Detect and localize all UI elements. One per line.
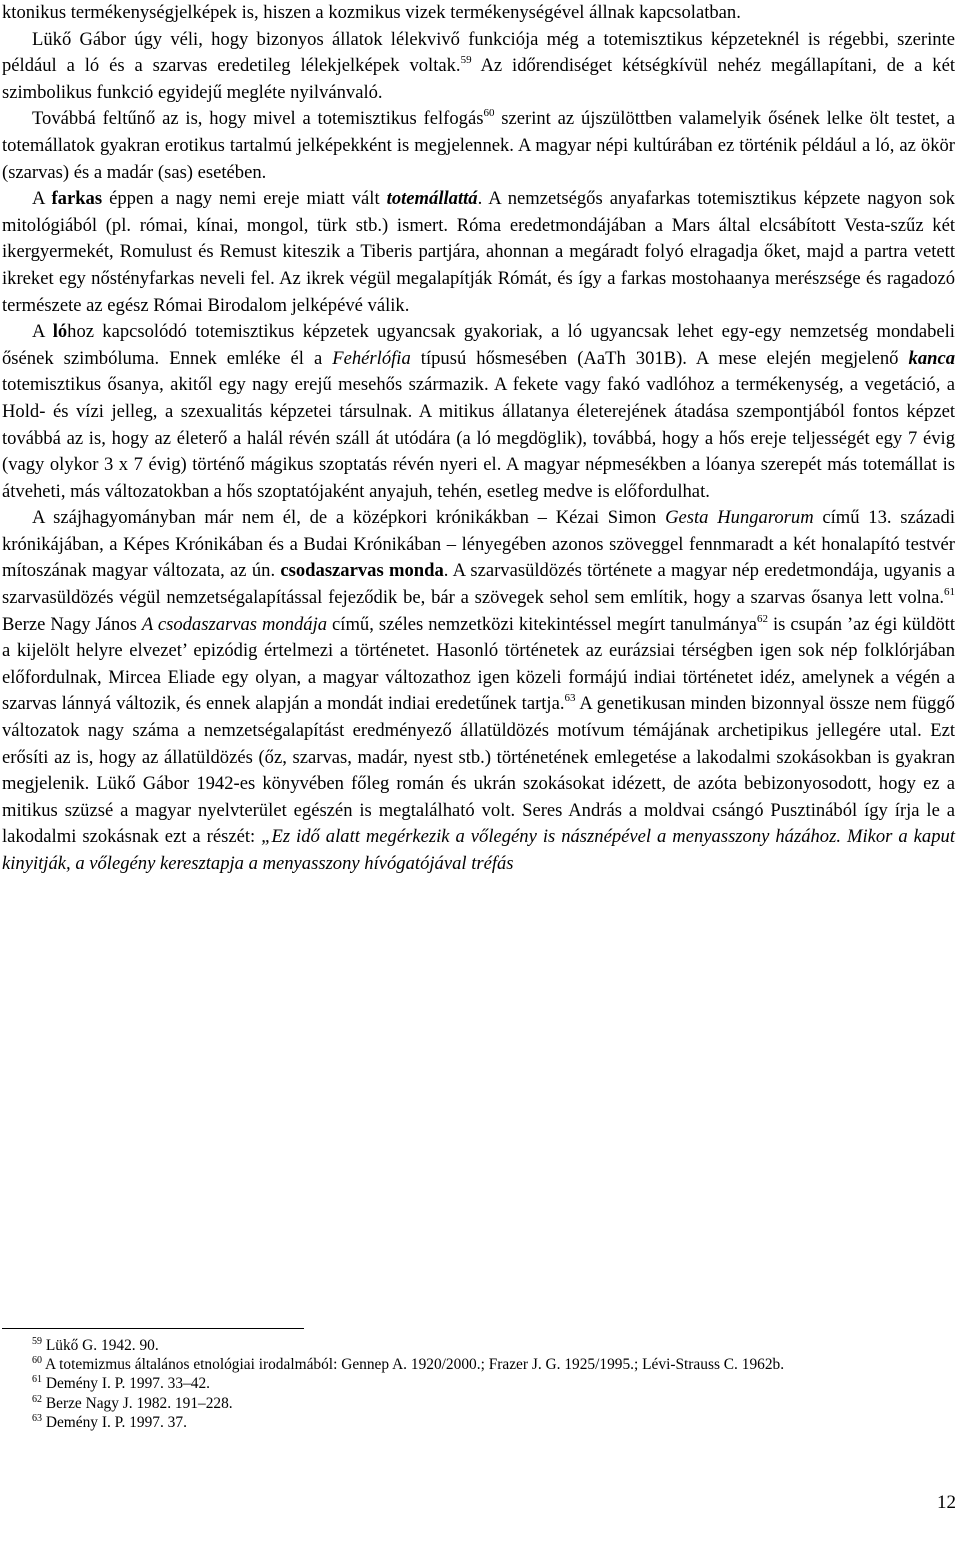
paragraph-5: A lóhoz kapcsolódó totemisztikus képzetek ugyancsak gyakoriak, a ló ugyancsak lehet egy-egy nemzetség mondabeli ősének szimbóluma. Ennek emléke él a Fehérlófia típusú hősmesében (AaTh 301B). A mese elején megjelenő kanca totemisztikus ősanya, akitől egy nagy erejű mesehős származik. A fekete vagy fakó vadlóhoz a termékenység, a vegetáció, a Hold- és vízi jelleg, a szexualitás képzetei társulnak. A mitikus állatanya életerejének átadása szempontjából fontos képzet továbbá az is, hogy az életerő a halál révén száll át utódára (a ló megdöglik), továbbá, hogy a hős ereje teljességét egy 7 évig (vagy olykor 3 x 7 évig) történő mágikus szoptatás révén nyeri el. A magyar népmesékben a lóanya szerepét más totemállat is átveheti, más változatokban a hős szoptatójaként anyajuh, tehén, esetleg medve is előfordulhat. [2, 321, 956, 502]
footnote-ref-61[interactable]: 61 [944, 586, 955, 599]
title-csodaszarvas-mondaja: A csodaszarvas mondája [141, 613, 328, 635]
page-number: 12 [937, 1492, 956, 1513]
term-totemallatta: totemállattá [386, 188, 478, 210]
paragraph-1: ktonikus termékenységjelképek is, hiszen a kozmikus vizek termékenységével állnak kapcsolatban. [2, 2, 741, 23]
term-lo: ló [52, 321, 68, 343]
paragraph-3: Továbbá feltűnő az is, hogy mivel a totemisztikus felfogás$^{60}$ szerint az újszülöttben valamelyik ősének lelke ölt testet, a totemállatok gyakran erotikus tartalmú jelképekként is megjelennek. A magyar népi kultúrában ez történik például a ló, az ökör (szarvas) és a madár (sas) esetében. [2, 107, 955, 183]
footnote-63: $^{63}$ Demény I. P. 1997. 37. [32, 1412, 187, 1431]
footnote-ref-63[interactable]: 63 [564, 692, 576, 705]
term-csodaszarvas-monda: csodaszarvas monda [280, 560, 444, 582]
title-feherlofia: Fehérlófia [332, 347, 411, 369]
footnotes [2, 1336, 955, 1432]
term-farkas: farkas [51, 188, 103, 210]
title-gesta-hungarorum: Gesta Hungarorum [665, 507, 814, 529]
footnote-60: $^{60}$ A totemizmus általános etnológiai irodalmából: Gennep A. 1920/2000.; Frazer J. G. 1925/1995.; Lévi-Strauss C. 1962b. [32, 1355, 785, 1374]
paragraph-4: A farkas éppen a nagy nemi ereje miatt vált totemállattá. A nemzetségős anyafarkas totemisztikus képzete nagyon sok mitológiából (pl. római, kínai, mongol, türk stb.) ismert. Róma eredetmondájában a Mars által elcsábított Vesta-szűz két ikergyermekét, Romulust és Remust kiteszik a Tiberis partjára, ahonnan a megáradt folyó elragadja őket, majd a partra vetett ikreket egy nőstényfarkas neveli fel. Az ikrek végül megalapítják Rómát, és így a farkas mostohaanya merészsége és ragadozó természete az egész Római Birodalom jelképévé válik. [2, 188, 955, 316]
footnote-61: $^{61}$ Demény I. P. 1997. 33–42. [32, 1374, 211, 1393]
paragraph-2: Lükő Gábor úgy véli, hogy bizonyos állatok lélekvivő funkciója még a totemisztikus képzeteknél is régebbi, szerinte például a ló és a szarvas eredetileg lélekjelképek voltak.$^{59}$ Az időrendiséget kétségkívül nehéz megállapítani, de a két szimbolikus funkció egyidejű megléte nyilvánvaló. [2, 28, 955, 103]
footnote-divider [2, 1328, 304, 1329]
footnote-62: $^{62}$ Berze Nagy J. 1982. 191–228. [32, 1393, 233, 1412]
footnote-ref-59[interactable]: 59 [460, 54, 472, 67]
quote-seres-andras: „Ez idő alatt megérkezik a vőlegény is násznépével a menyasszony házához. Mikor a kaput kinyitják, a vőlegény keresztapja a menyasszony hívógatójával tréfás [2, 826, 955, 874]
term-kanca: kanca [908, 347, 956, 369]
footnote-ref-60[interactable]: 60 [483, 107, 495, 120]
main-text [2, 0, 955, 878]
footnote-59: $^{59}$ Lükő G. 1942. 90. [32, 1336, 159, 1354]
paragraph-6: A szájhagyományban már nem él, de a középkori krónikákban – Kézai Simon Gesta Hungarorum című 13. századi krónikájában, a Képes Krónikában és a Budai Krónikában – lényegében azonos szöveggel fennmaradt a két honalapító testvér mítoszának magyar változata, az ún. csodaszarvas monda. A szarvasüldözés története a magyar nép eredetmondája, ugyanis a szarvasüldözés végül nemzetségalapítással fejeződik be, bár a szövegek sehol sem említik, hogy a szarvas ősanya lett volna.$^{61}$ Berze Nagy János A csodaszarvas mondája című, széles nemzetközi kitekintéssel megírt tanulmánya$^{62}$ is csupán ’az égi küldött a kijelölt helyre elvezet’ epizódig értelmezi a történetet. Hasonló történetek az eurázsiai térségben igen sok nép folklórjában előfordulnak, Mircea Eliade egy olyan, a magyar változathoz igen közeli formájú indiai történetet idéz, amelynek a végén a szarvas lánnyá változik, és ennek alapján a mondát indiai eredetűnek tartja.$^{63}$ A genetikusan minden bizonnyal össze nem függő változatok nagy száma a nemzetségalapítást eredményező állatüldözés motívum témájának archetipikus jellegére utal. Ezt erősíti az is, hogy az állatüldözés (őz, szarvas, madár, nyest stb.) történetének emlegetése a lakodalmi szokásokban is gyakran megjelenik. Lükő Gábor 1942-es könyvében főleg román és ukrán szokásokat idézett, de azóta bebizonyosodott, hogy ez a mitikus szüzsé a magyar nyelvterület egészén is megtalálható volt. Seres András a moldvai csángó Pusztinából így írja le a lakodalmi szokásnak ezt a részét: „Ez idő alatt megérkezik a vőlegény is násznépével a menyasszony házához. Mikor a kaput kinyitják, a vőlegény keresztapja a menyasszony hívógatójával tréfás [2, 507, 956, 874]
footnote-ref-62[interactable]: 62 [757, 612, 769, 625]
